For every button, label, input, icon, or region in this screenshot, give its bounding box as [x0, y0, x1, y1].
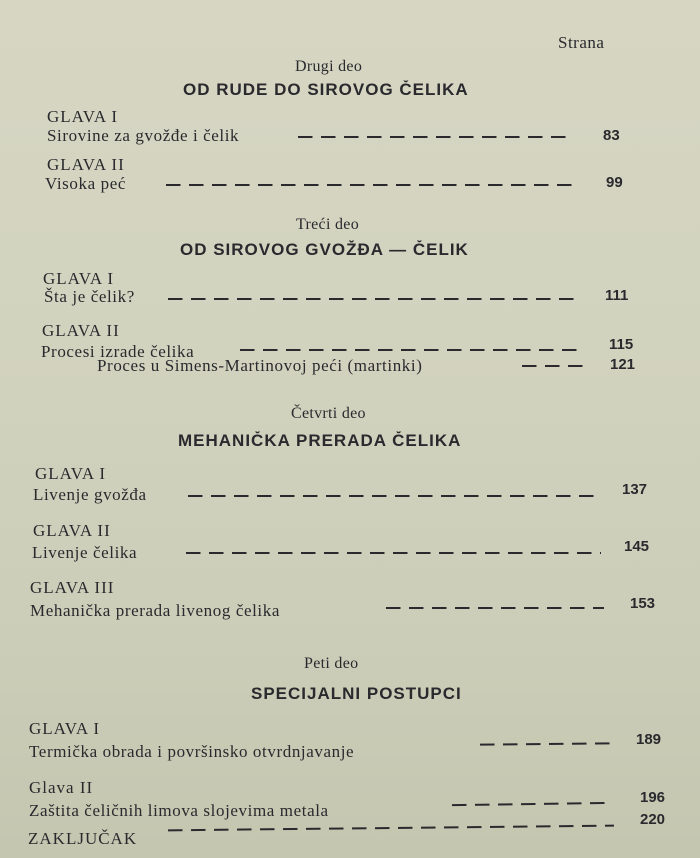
toc-entry-text: Visoka peć	[45, 174, 126, 193]
dot-leader	[386, 607, 604, 609]
part-label: Treći deo	[296, 216, 359, 233]
toc-entry-text: Termička obrada i površinsko otvrdnjavanje	[29, 742, 355, 761]
chapter-heading: Glava II	[29, 778, 94, 797]
part-label: Četvrti deo	[291, 405, 366, 422]
toc-entry-text: Proces u Simens-Martinovoj peći (martinki)	[97, 356, 423, 375]
dot-leader	[168, 825, 614, 832]
part-title: OD RUDE DO SIROVOG ČELIKA	[183, 80, 469, 99]
toc-entry-page: 99	[606, 174, 623, 191]
chapter-heading: GLAVA II	[42, 321, 120, 340]
chapter-heading: GLAVA III	[30, 578, 115, 597]
dot-leader	[298, 136, 573, 138]
conclusion-heading: ZAKLJUČAK	[28, 829, 138, 848]
chapter-heading: GLAVA II	[33, 521, 111, 540]
toc-entry-text: Zaštita čeličnih limova slojevima metala	[29, 801, 329, 820]
chapter-heading: GLAVA I	[35, 464, 107, 483]
toc-entry-page: 153	[630, 595, 656, 612]
part-title: MEHANIČKA PRERADA ČELIKA	[178, 431, 462, 450]
chapter-heading: GLAVA II	[47, 155, 125, 174]
chapter-heading: GLAVA I	[43, 269, 115, 288]
part-title: SPECIJALNI POSTUPCI	[251, 684, 462, 703]
toc-entry-text: Mehanička prerada livenog čelika	[30, 601, 281, 620]
dot-leader	[188, 495, 598, 497]
toc-entry-page: 145	[624, 538, 650, 555]
toc-entry-page: 121	[610, 356, 636, 373]
dot-leader	[480, 742, 610, 745]
toc-entry-text: Livenje čelika	[32, 543, 138, 562]
dot-leader	[186, 552, 601, 554]
toc-entry-page: 137	[622, 481, 648, 498]
toc-entry-text: Sirovine za gvožđe i čelik	[47, 126, 240, 145]
toc-entry-page: 111	[605, 287, 629, 304]
toc-entry-page: 115	[609, 336, 634, 353]
dot-leader	[522, 365, 586, 367]
part-title: OD SIROVOG GVOŽĐA — ČELIK	[180, 240, 469, 259]
dot-leader	[168, 298, 582, 300]
toc-entry-text: Livenje gvožđa	[33, 485, 147, 504]
part-label: Drugi deo	[295, 58, 363, 75]
chapter-heading: GLAVA I	[47, 107, 119, 126]
toc-entry-text: Procesi izrade čelika	[41, 342, 195, 361]
dot-leader	[240, 349, 585, 351]
dot-leader	[166, 184, 574, 186]
toc-entry-page: 83	[603, 127, 620, 144]
dot-leader	[452, 802, 612, 806]
chapter-heading: GLAVA I	[29, 719, 101, 738]
toc-entry-page: 196	[640, 789, 666, 806]
toc-entry-text: Šta je čelik?	[44, 287, 135, 306]
toc-entry-page: 189	[636, 731, 662, 748]
part-label: Peti deo	[304, 655, 359, 672]
conclusion-page: 220	[640, 811, 666, 828]
strana-header: Strana	[558, 33, 605, 52]
